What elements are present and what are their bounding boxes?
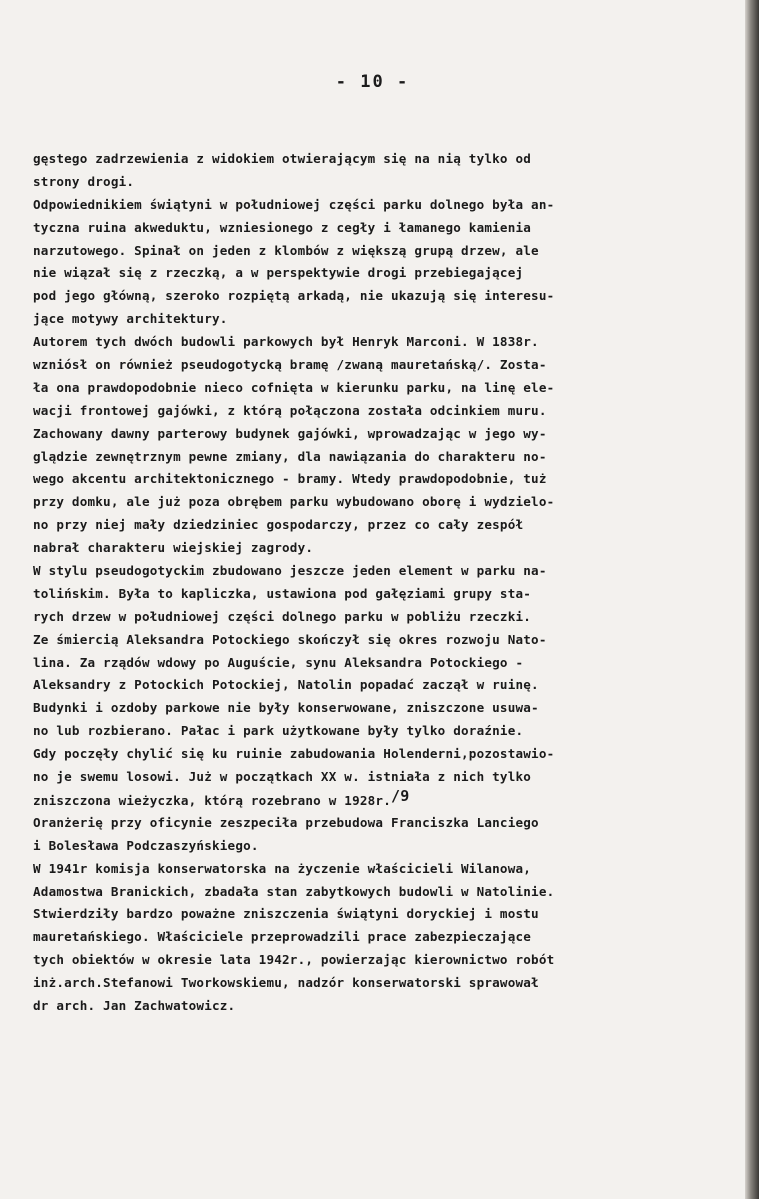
- text-line-content: Autorem tych dwóch budowli parkowych był Henryk Marconi. W 1838r.: [33, 334, 539, 350]
- text-line-content: tych obiektów w okresie lata 1942r., powierzając kierownictwo robót: [33, 952, 555, 968]
- text-line-content: W 1941r komisja konserwatorska na życzenie właścicieli Wilanowa,: [33, 860, 532, 876]
- text-line: [33, 537, 733, 560]
- page-number: - 10 -: [335, 72, 410, 92]
- text-line: [33, 560, 733, 583]
- text-line: [33, 903, 733, 926]
- text-line: [33, 308, 733, 331]
- text-line-content: Zachowany dawny parterowy budynek gajówki, wprowadzając w jego wy-: [33, 425, 547, 441]
- text-line: [33, 262, 733, 285]
- text-line: [33, 491, 733, 514]
- text-line-content: wacji frontowej gajówki, z którą połączona została odcinkiem muru.: [33, 402, 547, 418]
- text-line: [33, 446, 733, 469]
- text-line: [33, 583, 733, 606]
- text-line: [33, 331, 733, 354]
- text-line-content: no je swemu losowi. Już w początkach XX w. istniała z nich tylko: [33, 769, 532, 785]
- text-line-content: narzutowego. Spinał on jeden z klombów z większą grupą drzew, ale: [33, 242, 539, 258]
- text-line-content: pod jego główną, szeroko rozpiętą arkadą, nie ukazują się interesu-: [33, 288, 555, 304]
- text-line: [33, 606, 733, 629]
- text-line-content: Oranżerię przy oficynie zeszpeciła przebudowa Franciszka Lanciego: [33, 814, 539, 830]
- text-line-content: W stylu pseudogotyckim zbudowano jeszcze jeden element w parku na-: [33, 563, 547, 579]
- text-line: [33, 423, 733, 446]
- text-line-content: tolińskim. Była to kapliczka, ustawiona pod gałęziami grupy sta-: [33, 585, 532, 601]
- text-line-content: gęstego zadrzewienia z widokiem otwierającym się na nią tylko od: [33, 151, 532, 166]
- text-line-content: glądzie zewnętrznym pewne zmiany, dla nawiązania do charakteru no-: [33, 448, 547, 464]
- text-line: [33, 812, 733, 835]
- text-line: [33, 720, 733, 743]
- text-line-content: dr arch. Jan Zachwatowicz.: [33, 997, 236, 1013]
- text-line-content: zniszczona wieżyczka, którą rozebrano w 1928r.: [33, 792, 391, 808]
- text-line-content: wego akcentu architektonicznego - bramy. Wtedy prawdopodobnie, tuż: [33, 471, 547, 487]
- text-line: [33, 881, 733, 904]
- text-line: [33, 194, 733, 217]
- text-line: [33, 171, 733, 194]
- text-line: [33, 674, 733, 697]
- body-text: [33, 148, 733, 1018]
- text-line-content: jące motywy architektury.: [33, 311, 228, 327]
- text-line-content: strony drogi.: [33, 173, 135, 189]
- text-line: [33, 835, 733, 858]
- text-line: [33, 468, 733, 491]
- text-line-content: lina. Za rządów wdowy po Auguście, synu Aleksandra Potockiego -: [33, 654, 524, 670]
- text-line: [33, 354, 733, 377]
- text-line-content: Ze śmiercią Aleksandra Potockiego skończył się okres rozwoju Nato-: [33, 631, 547, 647]
- text-line-content: Aleksandry z Potockich Potockiej, Natolin popadać zaczął w ruinę.: [33, 677, 539, 693]
- text-line-content: inż.arch.Stefanowi Tworkowskiemu, nadzór konserwatorski sprawował: [33, 975, 539, 991]
- text-line-content: no przy niej mały dziedziniec gospodarczy, przez co cały zespół: [33, 517, 524, 533]
- text-line: [33, 995, 733, 1018]
- text-line-content: tyczna ruina akweduktu, wzniesionego z cegły i łamanego kamienia: [33, 219, 532, 235]
- text-line-content: i Bolesława Podczaszyńskiego.: [33, 837, 259, 853]
- text-line: [33, 285, 733, 308]
- text-line: [33, 217, 733, 240]
- text-line: [33, 652, 733, 675]
- text-line: [33, 972, 733, 995]
- text-line: [33, 240, 733, 263]
- text-line-content: ła ona prawdopodobnie nieco cofnięta w kierunku parku, na linę ele-: [33, 379, 555, 395]
- text-line-content: wzniósł on również pseudogotycką bramę /zwaną mauretańską/. Zosta-: [33, 357, 547, 373]
- text-line-content: przy domku, ale już poza obrębem parku wybudowano oborę i wydzielo-: [33, 494, 555, 510]
- text-line-content: Stwierdziły bardzo poważne zniszczenia świątyni doryckiej i mostu: [33, 906, 539, 922]
- text-line-content: Odpowiednikiem świątyni w południowej części parku dolnego była an-: [33, 196, 555, 212]
- footnote-reference: /9: [390, 786, 410, 805]
- text-line: [33, 377, 733, 400]
- text-line-content: Budynki i ozdoby parkowe nie były konserwowane, zniszczone usuwa-: [33, 700, 539, 716]
- text-line-content: nie wiązał się z rzeczką, a w perspektywie drogi przebiegającej: [33, 265, 524, 281]
- page-edge-shadow: [745, 0, 759, 1199]
- text-line-content: rych drzew w południowej części dolnego parku w pobliżu rzeczki.: [33, 608, 532, 624]
- text-line: [33, 697, 733, 720]
- text-line-content: mauretańskiego. Właściciele przeprowadzili prace zabezpieczające: [33, 929, 532, 945]
- text-line: [33, 926, 733, 949]
- text-line: [33, 629, 733, 652]
- text-line: [33, 766, 733, 789]
- text-line: [33, 858, 733, 881]
- text-line-content: no lub rozbierano. Pałac i park użytkowane były tylko doraźnie.: [33, 723, 524, 739]
- text-line: [33, 743, 733, 766]
- text-line-content: nabrał charakteru wiejskiej zagrody.: [33, 540, 314, 556]
- text-line: [33, 400, 733, 423]
- text-line: [33, 514, 733, 537]
- text-line: [33, 786, 733, 812]
- text-line-content: Gdy poczęły chylić się ku ruinie zabudowania Holenderni,pozostawio-: [33, 746, 555, 762]
- text-line: [33, 148, 733, 171]
- text-line: [33, 949, 733, 972]
- text-line-content: Adamostwa Branickich, zbadała stan zabytkowych budowli w Natolinie.: [33, 883, 555, 899]
